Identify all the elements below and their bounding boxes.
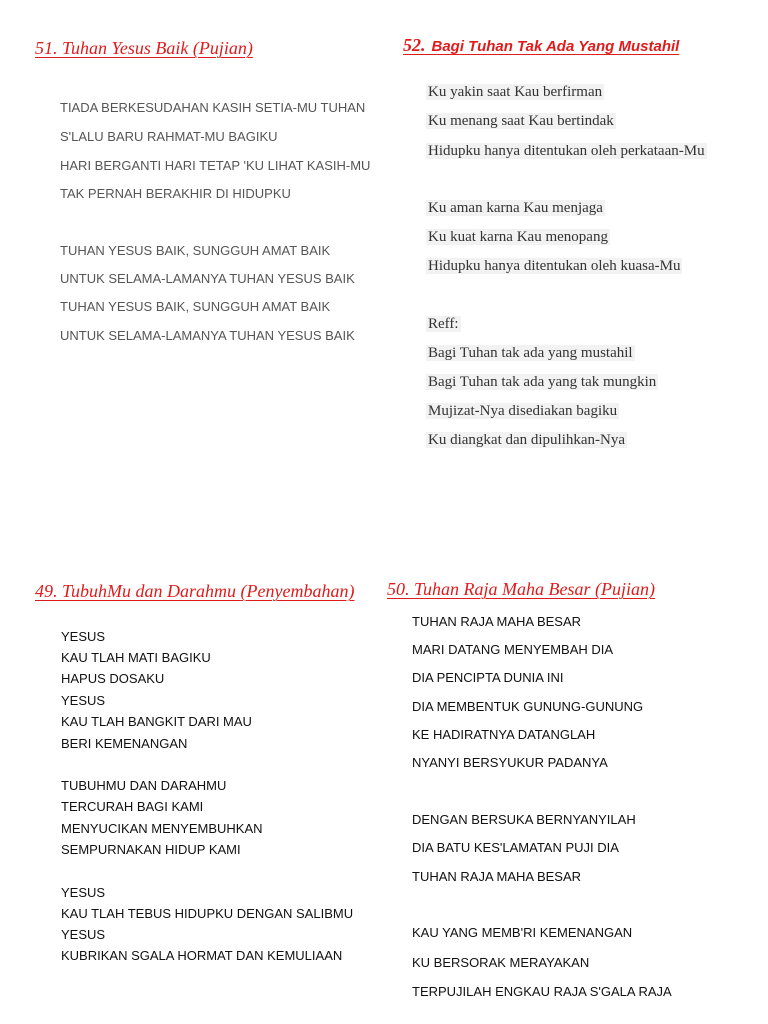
song-50-title: 50. Tuhan Raja Maha Besar (Pujian): [387, 579, 655, 599]
song-49-line: MENYUCIKAN MENYEMBUHKAN: [61, 821, 263, 836]
song-50-line: MARI DATANG MENYEMBAH DIA: [412, 642, 614, 657]
song-50-line: NYANYI BERSYUKUR PADANYA: [412, 755, 608, 770]
song-52-line: Bagi Tuhan tak ada yang tak mungkin: [428, 374, 657, 390]
song-49-line: YESUS: [61, 693, 106, 708]
song-49-line: YESUS: [61, 629, 106, 644]
song-49-line: KAU TLAH TEBUS HIDUPKU DENGAN SALIBMU: [61, 906, 354, 921]
song-49-title: 49. TubuhMu dan Darahmu (Penyembahan): [35, 581, 355, 601]
song-50-line: DIA MEMBENTUK GUNUNG-GUNUNG: [412, 699, 644, 714]
song-50-line: DIA PENCIPTA DUNIA INI: [412, 670, 564, 685]
song-51-line: UNTUK SELAMA-LAMANYA TUHAN YESUS BAIK: [60, 328, 355, 343]
song-52-line: Bagi Tuhan tak ada yang mustahil: [428, 345, 633, 361]
song-52-title: [403, 31, 679, 58]
song-49-line: BERI KEMENANGAN: [61, 736, 188, 751]
song-49-line: TERCURAH BAGI KAMI: [61, 799, 204, 814]
song-52-title-number: 52.: [403, 35, 426, 55]
song-51-line: TUHAN YESUS BAIK, SUNGGUH AMAT BAIK: [60, 243, 331, 258]
song-50-line: KU BERSORAK MERAYAKAN: [412, 955, 590, 970]
song-49-line: HAPUS DOSAKU: [61, 671, 165, 686]
song-49-line: KAU TLAH MATI BAGIKU: [61, 650, 211, 665]
song-52-line: Hidupku hanya ditentukan oleh kuasa-Mu: [428, 258, 681, 274]
song-49-line: TUBUHMU DAN DARAHMU: [61, 778, 227, 793]
song-52-line: Hidupku hanya ditentukan oleh perkataan-Mu: [428, 143, 705, 159]
song-49-line: KUBRIKAN SGALA HORMAT DAN KEMULIAAN: [61, 948, 343, 963]
song-52-reff-label: Reff:: [428, 316, 459, 332]
song-51-line: TIADA BERKESUDAHAN KASIH SETIA-MU TUHAN: [60, 100, 366, 115]
song-49-line: YESUS: [61, 927, 106, 942]
song-52-line: Ku diangkat dan dipulihkan-Nya: [428, 432, 626, 448]
song-52-line: Ku kuat karna Kau menopang: [428, 229, 608, 245]
song-50-line: DIA BATU KES'LAMATAN PUJI DIA: [412, 840, 619, 855]
song-52-line: Ku menang saat Kau bertindak: [428, 113, 614, 129]
song-50-line: DENGAN BERSUKA BERNYANYILAH: [412, 812, 636, 827]
song-51-title: 51. Tuhan Yesus Baik (Pujian): [35, 38, 253, 58]
song-52-line: Ku aman karna Kau menjaga: [428, 200, 603, 216]
song-49-line: YESUS: [61, 885, 106, 900]
song-49-line: KAU TLAH BANGKIT DARI MAU: [61, 714, 252, 729]
song-50-line: TERPUJILAH ENGKAU RAJA S'GALA RAJA: [412, 984, 672, 999]
song-51-line: TAK PERNAH BERAKHIR DI HIDUPKU: [60, 186, 291, 201]
song-52-line: Mujizat-Nya disediakan bagiku: [428, 403, 618, 419]
song-50-line: KAU YANG MEMB'RI KEMENANGAN: [412, 925, 633, 940]
song-52-title-text: Bagi Tuhan Tak Ada Yang Mustahil: [431, 38, 680, 55]
song-50-line: TUHAN RAJA MAHA BESAR: [412, 869, 582, 884]
song-51-line: S'LALU BARU RAHMAT-MU BAGIKU: [60, 129, 278, 144]
song-50-line: TUHAN RAJA MAHA BESAR: [412, 614, 582, 629]
song-49-line: SEMPURNAKAN HIDUP KAMI: [61, 842, 241, 857]
song-51-line: TUHAN YESUS BAIK, SUNGGUH AMAT BAIK: [60, 299, 331, 314]
song-50-line: KE HADIRATNYA DATANGLAH: [412, 727, 596, 742]
song-52-line: Ku yakin saat Kau berfirman: [428, 84, 603, 100]
song-51-line: HARI BERGANTI HARI TETAP 'KU LIHAT KASIH-MU: [60, 158, 371, 173]
song-51-line: UNTUK SELAMA-LAMANYA TUHAN YESUS BAIK: [60, 271, 355, 286]
